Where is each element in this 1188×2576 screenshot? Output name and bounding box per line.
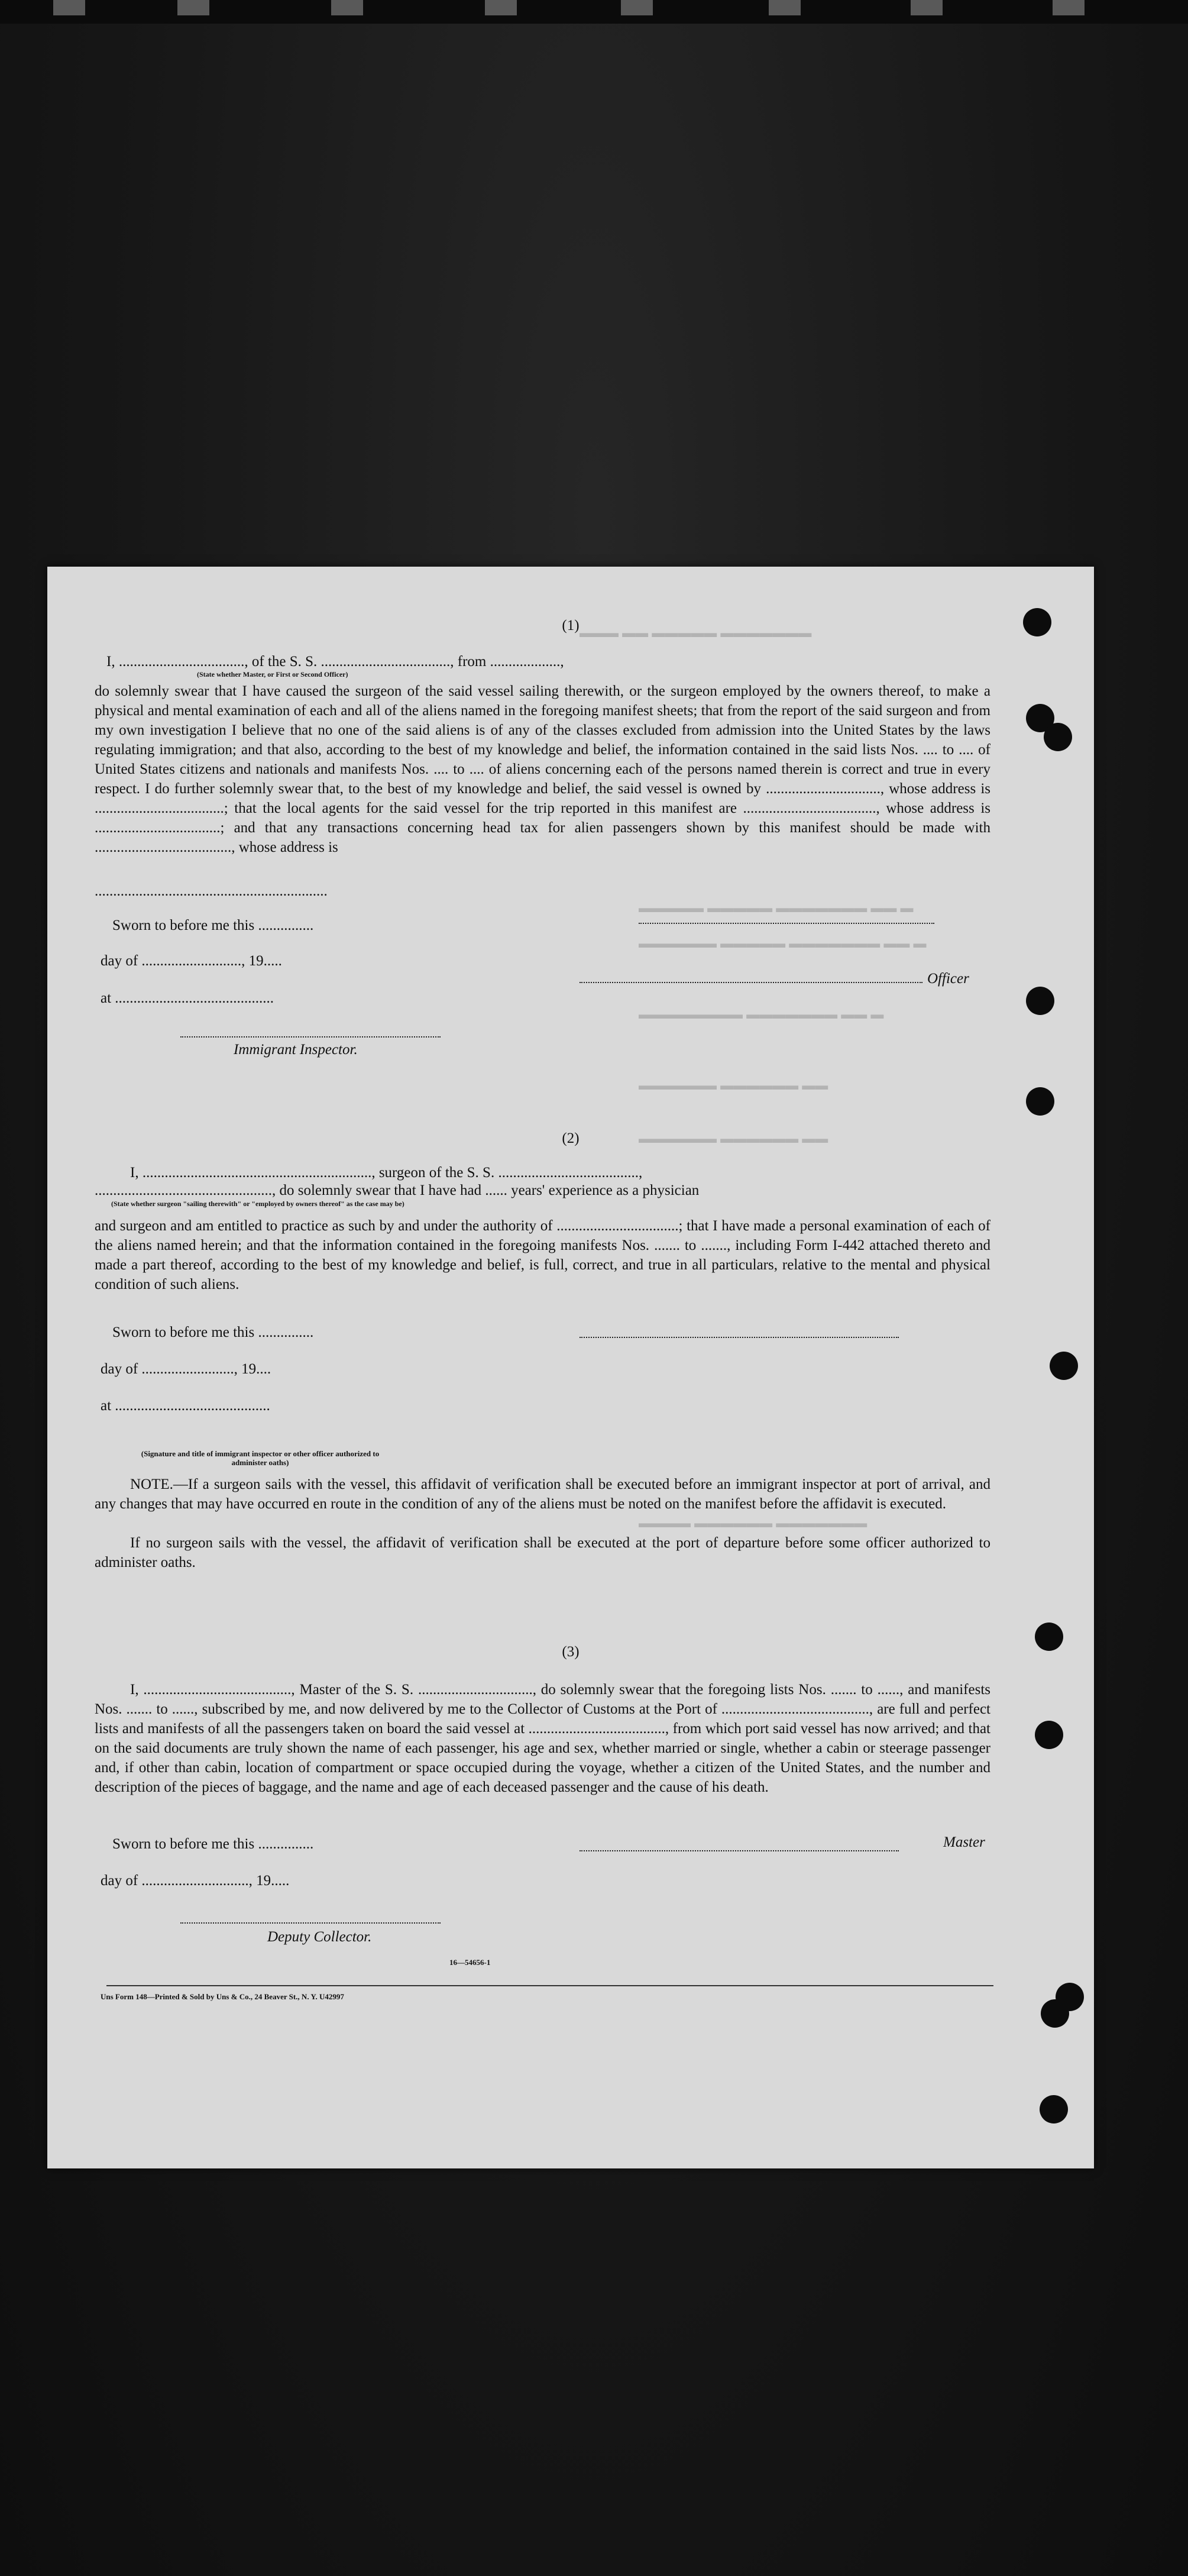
section-1-signature-line bbox=[639, 922, 934, 924]
binder-hole bbox=[1044, 723, 1072, 751]
section-3-day: day of ............................., 19..... bbox=[101, 1873, 290, 1889]
master-label: Master bbox=[943, 1834, 985, 1850]
bleed-through: ▬▬▬ ▬▬ ▬▬▬▬▬ ▬▬▬▬▬▬▬ bbox=[580, 625, 812, 640]
section-2-sig-note: (Signature and title of immigrant inspector or other officer authorized to administer oaths) bbox=[141, 1449, 380, 1467]
binder-hole bbox=[1035, 1721, 1063, 1749]
section-1-dots: ............................................................... bbox=[95, 883, 328, 899]
binder-hole bbox=[1056, 1983, 1084, 2011]
binder-hole bbox=[1023, 608, 1051, 636]
bleed-through: ▬▬▬▬▬ ▬▬▬▬▬ ▬▬▬▬▬▬▬ ▬▬ ▬ bbox=[639, 900, 914, 915]
section-3-number: (3) bbox=[562, 1644, 580, 1660]
footer-rule bbox=[106, 1985, 993, 1986]
section-1-at: at ........................................... bbox=[101, 990, 274, 1006]
binder-hole bbox=[1035, 1622, 1063, 1651]
bleed-through: ▬▬▬▬▬▬▬▬ ▬▬▬▬▬▬▬ ▬▬ ▬ bbox=[639, 1007, 884, 1022]
bleed-through: ▬▬▬▬▬▬ ▬▬▬▬▬▬ ▬▬ bbox=[639, 1131, 828, 1146]
inspector-signature-line bbox=[180, 1035, 441, 1037]
section-2-number: (2) bbox=[562, 1130, 580, 1146]
note-paragraph-1: NOTE.—If a surgeon sails with the vessel, this affidavit of verification shall be executed before an immigrant inspector at port of arrival, and any changes that may have occurred en route in the condition of any of the aliens must be noted on the manifest before the affidavit is executed. bbox=[95, 1476, 990, 1512]
section-1-line1: I, .................................., of the S. S. ..................................., from ..................., bbox=[106, 654, 564, 670]
section-2-at: at .......................................... bbox=[101, 1398, 270, 1414]
section-3-sworn: Sworn to before me this ............... bbox=[112, 1836, 314, 1852]
bleed-through: ▬▬▬▬▬▬ ▬▬▬▬▬ ▬▬▬▬▬▬▬ ▬▬ ▬ bbox=[639, 936, 927, 951]
section-1-sworn: Sworn to before me this ............... bbox=[112, 917, 314, 933]
film-edge bbox=[0, 0, 1188, 24]
binder-hole bbox=[1040, 2095, 1068, 2123]
section-2-body: and surgeon and am entitled to practice as such by and under the authority of .................................; that I have made a personal examination of each of the aliens named herein; and that the information contained in the foregoing manifests Nos. ....... to ......., including Form I-442 attached thereto and made a part thereof, according to the best of my knowledge and belief, is full, correct, and true in all particulars, relative to the mental and physical condition of such aliens. bbox=[95, 1218, 990, 1292]
section-1-number: (1) bbox=[562, 618, 580, 634]
section-1-day: day of ..........................., 19..... bbox=[101, 953, 282, 969]
binder-hole bbox=[1050, 1352, 1078, 1380]
section-2-line2: ................................................, do solemnly swear that I have had ...... years' experience as a physician bbox=[95, 1182, 700, 1198]
manifest-page bbox=[47, 567, 1094, 2168]
officer-signature-line bbox=[580, 981, 922, 983]
note-paragraph-2: If no surgeon sails with the vessel, the affidavit of verification shall be executed at the port of departure before some officer authorized to administer oaths. bbox=[95, 1535, 990, 1570]
deputy-signature-line bbox=[180, 1921, 441, 1924]
deputy-collector-label: Deputy Collector. bbox=[267, 1929, 372, 1945]
surgeon-signature-line bbox=[580, 1336, 899, 1338]
master-signature-line bbox=[580, 1849, 899, 1851]
form-code: 16—54656-1 bbox=[449, 1958, 491, 1967]
binder-hole bbox=[1026, 1087, 1054, 1116]
inspector-label: Immigrant Inspector. bbox=[234, 1042, 358, 1058]
bleed-through: ▬▬▬▬ ▬▬▬▬▬▬ ▬▬▬▬▬▬▬ bbox=[639, 1515, 867, 1530]
section-2-line1: I, .............................................................., surgeon of the S. S. ......................................, bbox=[130, 1165, 643, 1181]
binder-hole bbox=[1026, 987, 1054, 1015]
section-3-body: I, ........................................, Master of the S. S. ..............................., do solemnly swear that the foregoing lists Nos. ....... to ......, and manifests Nos. ....... to ......, subscribed by me, and now delivered by me to the Collector of Customs at the Port of ........................................, are full and perfect lists and manifests of all the passengers taken on board the said vessel at ....................................., from which port said vessel has now arrived; and that on the said documents are truly shown the name of each passenger, his age and sex, whether married or single, whether a cabin or steerage passenger and, if other than cabin, location of compartment or space occupied during the voyage, whether a citizen of the United States, and the number and description of the pieces of baggage, and the name and age of each deceased passenger and the cause of his death. bbox=[95, 1682, 990, 1795]
bleed-through: ▬▬▬▬▬▬ ▬▬▬▬▬▬ ▬▬ bbox=[639, 1078, 828, 1093]
section-1-line1-note: (State whether Master, or First or Second Officer) bbox=[197, 670, 348, 678]
section-1-body: do solemnly swear that I have caused the surgeon of the said vessel sailing therewith, or the surgeon employed by the owners thereof, to make a physical and mental examination of each and all of the aliens named in the foregoing manifest sheets; that from the report of the said surgeon and from my own investigation I believe that no one of the said aliens is of any of the classes excluded from admission into the United States by the laws regulating immigration; and that also, according to the best of my knowledge and belief, the information contained in the said lists Nos. .... to .... of United States citizens and nationals and manifests Nos. .... to .... of aliens concerning each of the persons named therein is correct and true in every respect. I do further solemnly swear that, to the best of my knowledge and belief, the said vessel is owned by ..............................., whose address is ...................................; that the local agents for the said vessel for the trip reported in this manifest are ...................................., whose address is ..................................; and that any transactions concerning head tax for alien passengers shown by this manifest should be made with ....................................., whose address is bbox=[95, 683, 990, 855]
section-2-day: day of ........................., 19.... bbox=[101, 1361, 271, 1377]
printer-imprint: Uns Form 148—Printed & Sold by Uns & Co., 24 Beaver St., N. Y. U42997 bbox=[101, 1992, 344, 2001]
section-2-note: (State whether surgeon "sailing therewith" or "employed by owners thereof" as the case may be) bbox=[111, 1200, 404, 1208]
officer-label: Officer bbox=[927, 971, 969, 987]
section-2-sworn: Sworn to before me this ............... bbox=[112, 1324, 314, 1340]
